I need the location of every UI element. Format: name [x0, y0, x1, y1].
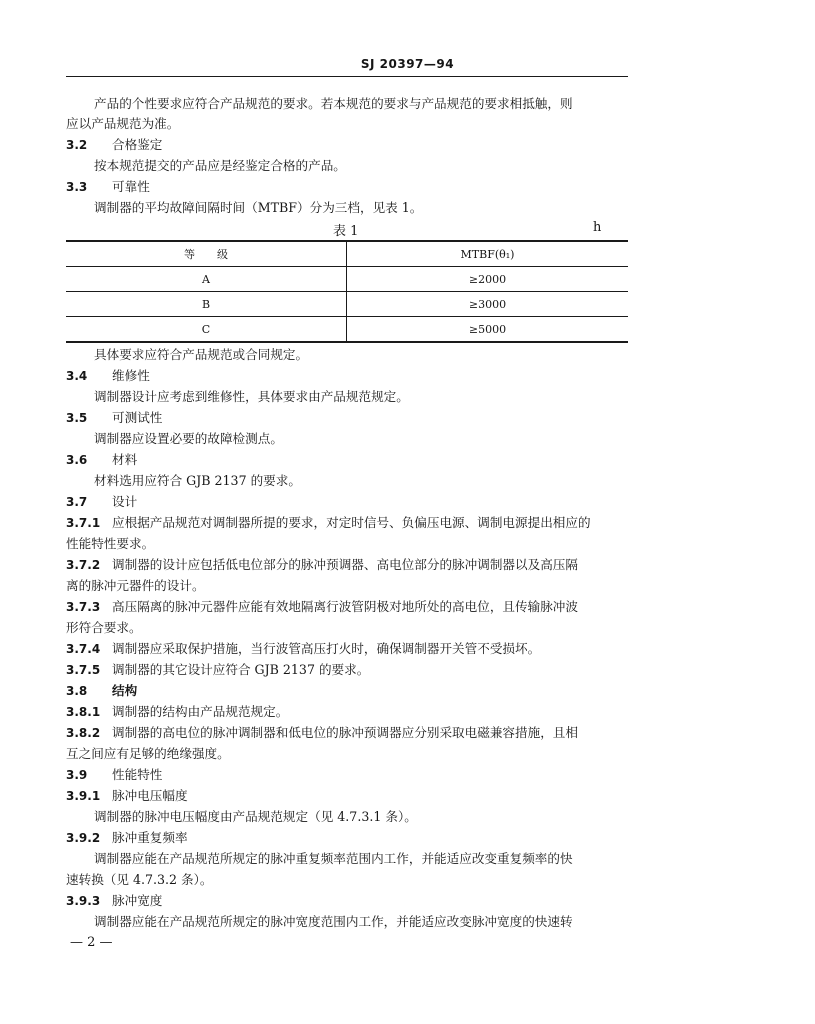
section-title: 可靠性: [112, 179, 150, 194]
paragraph-line: 产品的个性要求应符合产品规范的要求。若本规范的要求与产品规范的要求相抵触，则: [94, 96, 573, 111]
section-number: 3.2: [66, 138, 88, 152]
clause-text: 调制器的设计应包括低电位部分的脉冲预调器、高电位部分的脉冲调制器以及高压隔: [112, 557, 578, 572]
section-heading-3-7: [66, 494, 137, 510]
paragraph-line: 性能特性要求。: [66, 536, 155, 551]
section-heading-3-2: [66, 137, 162, 153]
clause-number: 3.7.2: [66, 558, 101, 572]
section-number: 3.9: [66, 768, 88, 782]
section-number: 3.5: [66, 411, 88, 425]
table-cell: ≥5000: [468, 322, 507, 336]
section-title: 合格鉴定: [112, 137, 163, 152]
section-heading-3-6: [66, 452, 137, 468]
paragraph-line: 调制器设计应考虑到维修性，具体要求由产品规范规定。: [94, 389, 409, 404]
clause-number: 3.9.3: [66, 894, 101, 908]
section-title: 设计: [112, 494, 138, 509]
section-heading-3-5: [66, 410, 162, 426]
section-heading-3-9: [66, 767, 162, 783]
table-cell: B: [66, 292, 347, 317]
table-row: [66, 292, 628, 317]
clause-text: 调制器的高电位的脉冲调制器和低电位的脉冲预调器应分别采取电磁兼容措施，且相: [112, 725, 578, 740]
column-header-mtbf: MTBF(θ₁): [460, 247, 515, 261]
section-heading-3-8: [66, 683, 137, 699]
section-title: 性能特性: [112, 767, 163, 782]
section-number: 3.6: [66, 453, 88, 467]
clause-3-7-5: [66, 662, 369, 678]
header-rule: [66, 76, 628, 77]
clause-number: 3.7.4: [66, 642, 101, 656]
section-number: 3.4: [66, 369, 88, 383]
clause-3-8-2: [66, 725, 578, 741]
table-cell: ≥2000: [468, 272, 507, 286]
table-row: [66, 317, 628, 343]
clause-3-7-3: [66, 599, 578, 615]
page-number: — 2 —: [70, 935, 113, 950]
clause-text: 调制器的结构由产品规范规定。: [112, 704, 289, 719]
clause-3-9-2: [66, 830, 188, 846]
paragraph-line: 速转换（见 4.7.3.2 条）。: [66, 872, 213, 887]
section-number: 3.3: [66, 180, 88, 194]
paragraph-line: 调制器的平均故障间隔时间（MTBF）分为三档，见表 1。: [94, 200, 423, 215]
clause-number: 3.9.2: [66, 831, 101, 845]
paragraph-line: 调制器应能在产品规范所规定的脉冲重复频率范围内工作，并能适应改变重复频率的快: [94, 851, 573, 866]
table-cell: ≥3000: [468, 297, 507, 311]
section-title: 可测试性: [112, 410, 163, 425]
table-cell: C: [66, 317, 347, 343]
section-number: 3.7: [66, 495, 88, 509]
table-caption: 表 1: [333, 224, 359, 239]
paragraph-line: 互之间应有足够的绝缘强度。: [66, 746, 230, 761]
paragraph-line: 离的脉冲元器件的设计。: [66, 578, 205, 593]
clause-title: 脉冲电压幅度: [112, 788, 188, 803]
paragraph-line: 调制器的脉冲电压幅度由产品规范规定（见 4.7.3.1 条）。: [94, 809, 417, 824]
mtbf-table: [66, 240, 628, 343]
clause-number: 3.9.1: [66, 789, 101, 803]
clause-number: 3.7.3: [66, 600, 101, 614]
document-header: SJ 20397—94: [360, 57, 455, 71]
paragraph-line: 调制器应设置必要的故障检测点。: [94, 431, 283, 446]
clause-text: 调制器的其它设计应符合 GJB 2137 的要求。: [112, 662, 370, 677]
section-title: 维修性: [112, 368, 150, 383]
clause-text: 高压隔离的脉冲元器件应能有效地隔离行波管阴极对地所处的高电位，且传输脉冲波: [112, 599, 578, 614]
clause-number: 3.8.1: [66, 705, 101, 719]
paragraph-line: 应以产品规范为准。: [66, 116, 180, 131]
paragraph-line: 按本规范提交的产品应是经鉴定合格的产品。: [94, 158, 346, 173]
section-number: 3.8: [66, 684, 88, 698]
section-title: 材料: [112, 452, 138, 467]
clause-text: 调制器应采取保护措施，当行波管高压打火时，确保调制器开关管不受损坏。: [112, 641, 541, 656]
clause-text: 应根据产品规范对调制器所提的要求，对定时信号、负偏压电源、调制电源提出相应的: [112, 515, 591, 530]
table-row: [66, 267, 628, 292]
clause-number: 3.7.5: [66, 663, 101, 677]
clause-3-8-1: [66, 704, 288, 720]
section-title: 结构: [112, 683, 138, 698]
clause-number: 3.7.1: [66, 516, 101, 530]
clause-title: 脉冲重复频率: [112, 830, 188, 845]
paragraph-line: 具体要求应符合产品规范或合同规定。: [94, 347, 309, 362]
table-unit: h: [593, 220, 602, 235]
section-heading-3-3: [66, 179, 150, 195]
column-header-grade: 等 级: [66, 241, 347, 267]
clause-3-7-2: [66, 557, 578, 573]
paragraph-line: 材料选用应符合 GJB 2137 的要求。: [94, 473, 301, 488]
section-heading-3-4: [66, 368, 150, 384]
table-cell: A: [66, 267, 347, 292]
clause-3-9-1: [66, 788, 188, 804]
paragraph-line: 调制器应能在产品规范所规定的脉冲宽度范围内工作，并能适应改变脉冲宽度的快速转: [94, 914, 573, 929]
paragraph-line: 形符合要求。: [66, 620, 142, 635]
clause-3-7-1: [66, 515, 591, 531]
table-header-row: [66, 241, 628, 267]
clause-3-7-4: [66, 641, 540, 657]
clause-number: 3.8.2: [66, 726, 101, 740]
clause-title: 脉冲宽度: [112, 893, 163, 908]
clause-3-9-3: [66, 893, 162, 909]
